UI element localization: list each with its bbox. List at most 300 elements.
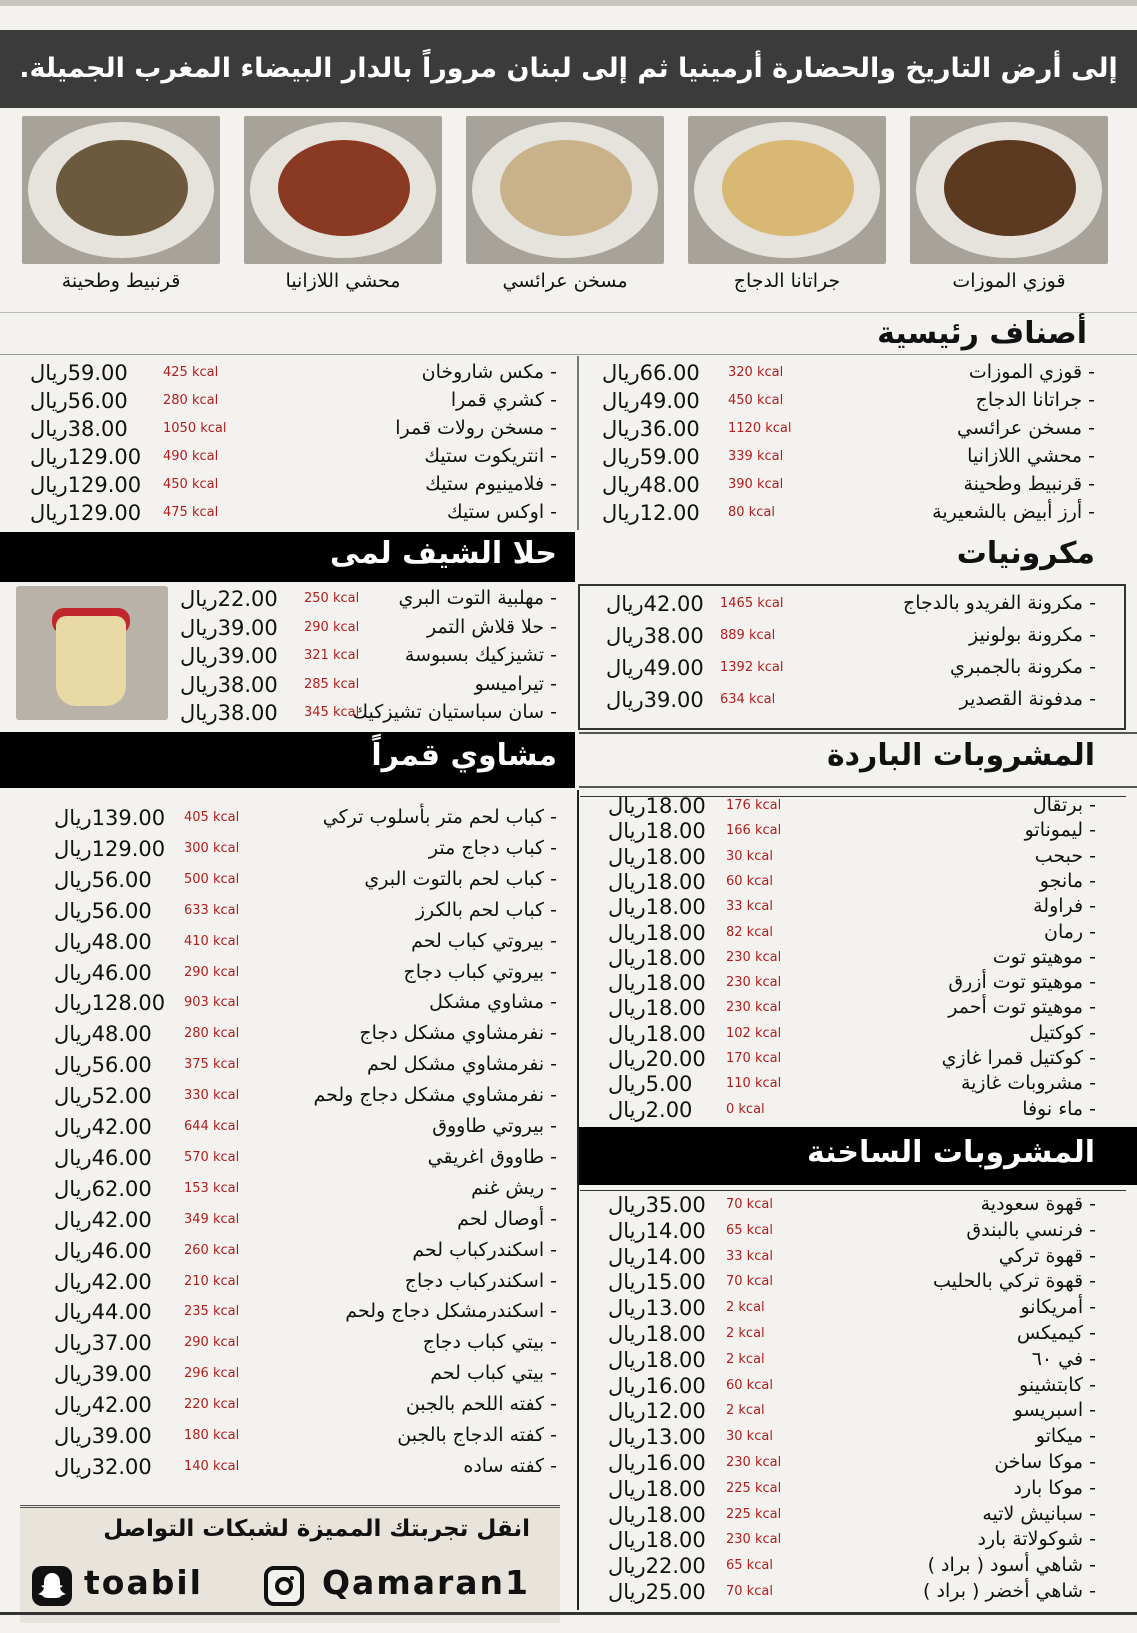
menu-item-price — [54, 1331, 152, 1355]
menu-item-kcal: 220 kcal — [184, 1397, 240, 1413]
menu-item-kcal: 903 kcal — [184, 995, 240, 1011]
currency-label: ريال — [608, 1554, 646, 1579]
menu-item — [606, 1072, 1096, 1098]
currency-label: ريال — [602, 417, 640, 441]
price-value: 129.00 — [67, 473, 142, 497]
price-value: 16.00 — [645, 1373, 706, 1398]
currency-label: ريال — [606, 656, 644, 680]
menu-item-kcal: 889 kcal — [720, 628, 776, 643]
menu-item-name: - محشي اللازانيا — [967, 445, 1095, 467]
menu-item-kcal: 450 kcal — [728, 393, 784, 408]
currency-label: ريال — [608, 1047, 646, 1071]
price-value: 129.00 — [67, 501, 142, 525]
currency-label: ريال — [608, 1451, 646, 1475]
menu-banner: إلى أرض التاريخ والحضارة أرمينيا ثم إلى لبنان مروراً بالدار البيضاء المغرب الجميلة. — [0, 30, 1137, 108]
menu-item-kcal: 65 kcal — [726, 1222, 773, 1238]
menu-item — [606, 870, 1096, 896]
menu-item-name: - سبانيش لاتيه — [982, 1502, 1096, 1525]
menu-item-kcal: 140 kcal — [184, 1458, 240, 1474]
price-value: 38.00 — [643, 624, 704, 648]
food — [500, 140, 632, 236]
price-value: 42.00 — [643, 592, 704, 616]
menu-item-price — [606, 592, 704, 616]
menu-item-price — [54, 961, 152, 985]
menu-item-name: - فراولة — [1033, 895, 1096, 918]
menu-item — [604, 624, 1096, 650]
menu-item-name: - اوكس ستيك — [446, 501, 557, 523]
menu-item-price — [608, 1193, 706, 1217]
menu-item-price — [602, 501, 700, 525]
menu-item-name: - كباب دجاج متر — [428, 836, 557, 859]
menu-item-price — [54, 1270, 152, 1294]
menu-item — [600, 389, 1095, 415]
column-separator — [577, 790, 579, 1610]
menu-item — [606, 1451, 1096, 1477]
menu-item-kcal: 33 kcal — [726, 899, 773, 915]
menu-item-price — [608, 1072, 692, 1096]
menu-item-name: - أمريكانو — [1020, 1296, 1096, 1319]
menu-item-name: - رمان — [1044, 920, 1096, 943]
dessert-cup — [56, 616, 126, 706]
menu-item-price — [54, 1022, 152, 1046]
menu-item-kcal: 235 kcal — [184, 1304, 240, 1320]
currency-label: ريال — [608, 1322, 646, 1346]
menu-item-name: - ريش غنم — [471, 1176, 557, 1199]
menu-item — [54, 899, 557, 925]
menu-item-kcal: 70 kcal — [726, 1584, 773, 1599]
menu-item-kcal: 250 kcal — [304, 591, 360, 606]
menu-item-name: - مكس شاروخان — [421, 361, 557, 383]
menu-item-kcal: 80 kcal — [728, 505, 775, 520]
currency-label: ريال — [54, 867, 92, 892]
menu-item — [180, 673, 557, 699]
menu-item — [606, 921, 1096, 947]
currency-label: ريال — [608, 1021, 646, 1046]
price-value: 56.00 — [91, 867, 152, 892]
price-value: 128.00 — [91, 991, 166, 1016]
currency-label: ريال — [54, 1053, 92, 1078]
section-title-dessert: حلا الشيف لمى — [329, 536, 557, 571]
menu-item — [30, 361, 557, 387]
menu-item-price — [54, 1084, 152, 1108]
menu-item-kcal: 375 kcal — [184, 1057, 240, 1073]
menu-item-name: - مسخن رولات قمرا — [395, 417, 557, 439]
price-value: 39.00 — [217, 644, 278, 668]
menu-item-price — [608, 1477, 706, 1501]
menu-item-price — [54, 899, 152, 923]
price-value: 49.00 — [643, 656, 704, 680]
menu-item-name: - مكرونة الفريدو بالدجاج — [902, 592, 1096, 614]
menu-item-price — [608, 1348, 706, 1372]
currency-label: ريال — [608, 869, 646, 894]
menu-item-name: - مانجو — [1039, 869, 1096, 892]
price-value: 18.00 — [645, 895, 706, 920]
price-value: 48.00 — [639, 473, 700, 497]
dish-photo — [22, 116, 220, 264]
menu-item-kcal: 230 kcal — [726, 1455, 782, 1470]
menu-item-kcal: 345 kcal — [304, 705, 360, 720]
menu-item-name: - موكا ساخن — [994, 1451, 1096, 1473]
currency-label: ريال — [180, 644, 218, 668]
currency-label: ريال — [608, 895, 646, 920]
menu-item-name: - موهيتو توت أحمر — [948, 996, 1096, 1019]
price-value: 129.00 — [91, 836, 166, 861]
menu-item-name: - قهوة تركي — [998, 1244, 1096, 1267]
menu-item-kcal: 65 kcal — [726, 1558, 773, 1574]
menu-item-kcal: 1120 kcal — [728, 421, 792, 436]
price-value: 38.00 — [217, 672, 278, 697]
price-value: 39.00 — [217, 615, 278, 640]
currency-label: ريال — [606, 592, 644, 616]
price-value: 56.00 — [91, 1053, 152, 1078]
menu-item-name: - ميكاتو — [1035, 1425, 1096, 1448]
dish-photo — [688, 116, 886, 264]
price-value: 18.00 — [645, 1021, 706, 1046]
menu-item-kcal: 102 kcal — [726, 1025, 782, 1041]
menu-item-price — [608, 895, 706, 919]
menu-item-price — [608, 1374, 706, 1398]
menu-item — [606, 1322, 1096, 1348]
menu-item-name: - بيتي كباب دجاج — [422, 1331, 557, 1354]
menu-item — [606, 1296, 1096, 1322]
price-value: 18.00 — [645, 1502, 706, 1527]
menu-item-kcal: 230 kcal — [726, 949, 782, 965]
menu-item — [54, 991, 557, 1017]
menu-item-price — [608, 819, 706, 843]
menu-item-price — [30, 361, 128, 385]
social-panel — [20, 1505, 560, 1623]
menu-item-price — [54, 991, 165, 1015]
menu-item-name: - كشري قمرا — [450, 389, 557, 411]
price-value: 129.00 — [67, 445, 142, 469]
price-value: 66.00 — [639, 361, 700, 385]
section-title-hot: المشروبات الساخنة — [806, 1135, 1095, 1170]
price-value: 49.00 — [639, 389, 700, 413]
menu-item — [606, 1580, 1096, 1606]
price-value: 36.00 — [639, 417, 700, 441]
menu-item — [180, 587, 557, 613]
menu-item-kcal: 290 kcal — [184, 964, 240, 980]
divider — [580, 1190, 1126, 1191]
menu-item-name: - تيراميسو — [474, 672, 557, 695]
menu-item — [180, 616, 557, 642]
menu-item — [54, 806, 557, 832]
price-value: 25.00 — [645, 1580, 706, 1604]
price-value: 39.00 — [91, 1424, 152, 1448]
menu-item — [54, 837, 557, 863]
menu-item — [606, 845, 1096, 871]
menu-item-kcal: 230 kcal — [726, 1532, 782, 1548]
menu-item-price — [54, 1455, 152, 1479]
dessert-photo — [16, 586, 168, 720]
currency-label: ريال — [608, 1072, 646, 1097]
currency-label: ريال — [180, 587, 218, 611]
menu-item-kcal: 2 kcal — [726, 1351, 765, 1367]
menu-item-kcal: 70 kcal — [726, 1197, 773, 1212]
currency-label: ريال — [54, 1393, 92, 1418]
price-value: 139.00 — [91, 806, 166, 830]
menu-item-name: - نفرمشاوي مشكل دجاج ولحم — [313, 1084, 557, 1107]
menu-item — [606, 819, 1096, 845]
price-value: 18.00 — [645, 920, 706, 945]
menu-item-kcal: 300 kcal — [184, 840, 240, 856]
menu-item-name: - مسخن عرائسي — [957, 417, 1095, 439]
menu-item-price — [54, 1300, 152, 1324]
price-value: 37.00 — [91, 1331, 152, 1356]
menu-item — [54, 1331, 557, 1357]
price-value: 42.00 — [91, 1115, 152, 1139]
menu-item-name: - حلا قلاش التمر — [427, 615, 557, 638]
menu-item — [30, 389, 557, 415]
currency-label: ريال — [54, 1269, 92, 1294]
currency-label: ريال — [608, 1244, 646, 1269]
menu-item-price — [180, 673, 278, 697]
currency-label: ريال — [180, 615, 218, 640]
menu-item-name: - موهيتو توت أزرق — [948, 971, 1096, 994]
currency-label: ريال — [30, 389, 68, 413]
menu-item-price — [30, 389, 128, 413]
food — [944, 140, 1076, 236]
menu-item-kcal: 2 kcal — [726, 1300, 765, 1316]
menu-item-name: - فلامينيوم ستيك — [425, 473, 557, 495]
instagram-icon — [264, 1566, 304, 1606]
menu-item-price — [54, 1239, 152, 1263]
menu-item-kcal: 280 kcal — [184, 1026, 240, 1042]
menu-item-kcal: 153 kcal — [184, 1180, 240, 1196]
price-value: 35.00 — [645, 1193, 706, 1217]
menu-item-kcal: 296 kcal — [184, 1366, 240, 1382]
menu-item-kcal: 570 kcal — [184, 1149, 240, 1165]
menu-item-kcal: 1050 kcal — [163, 421, 227, 436]
food — [722, 140, 854, 236]
currency-label: ريال — [54, 1300, 92, 1325]
price-value: 46.00 — [91, 960, 152, 985]
menu-item-name: - مشاوي مشكل — [429, 991, 557, 1014]
menu-item — [54, 1239, 557, 1265]
menu-item-name: - سان سباستيان تشيزكيك — [352, 701, 557, 723]
menu-item-price — [608, 1451, 706, 1475]
menu-item — [54, 1146, 557, 1172]
menu-item-kcal: 110 kcal — [726, 1076, 782, 1092]
currency-label: ريال — [180, 701, 218, 725]
currency-label: ريال — [54, 1454, 92, 1479]
menu-item — [30, 473, 557, 499]
menu-item-kcal: 2 kcal — [726, 1326, 765, 1341]
dish-photo — [910, 116, 1108, 264]
menu-item-name: - موهيتو توت — [992, 945, 1096, 968]
menu-item-kcal: 70 kcal — [726, 1274, 773, 1290]
price-value: 18.00 — [645, 844, 706, 869]
menu-item-price — [30, 501, 141, 525]
menu-item-kcal: 1392 kcal — [720, 660, 784, 675]
divider — [0, 354, 1137, 355]
menu-item-kcal: 290 kcal — [304, 619, 360, 635]
menu-item-kcal: 425 kcal — [163, 365, 219, 380]
currency-label: ريال — [54, 806, 92, 830]
currency-label: ريال — [54, 1022, 92, 1047]
price-value: 15.00 — [645, 1270, 706, 1295]
instagram-handle[interactable]: Qamaran1 — [322, 1563, 530, 1602]
menu-item-price — [608, 921, 706, 945]
currency-label: ريال — [606, 688, 644, 712]
menu-item-price — [54, 1208, 152, 1232]
currency-label: ريال — [608, 819, 646, 844]
menu-item — [54, 1300, 557, 1326]
menu-item-name: - كيميكس — [1016, 1322, 1096, 1344]
menu-item-name: - شاهي أسود ( براد ) — [927, 1554, 1096, 1577]
currency-label: ريال — [608, 945, 646, 970]
currency-label: ريال — [54, 1207, 92, 1232]
menu-item-price — [180, 644, 278, 668]
price-value: 42.00 — [91, 1269, 152, 1294]
menu-item — [606, 996, 1096, 1022]
menu-item — [180, 701, 557, 727]
currency-label: ريال — [608, 1476, 646, 1501]
menu-item-name: - اسكندركباب دجاج — [404, 1269, 557, 1292]
menu-item — [606, 895, 1096, 921]
menu-item-kcal: 60 kcal — [726, 873, 773, 889]
currency-label: ريال — [54, 1424, 92, 1448]
price-value: 48.00 — [91, 1022, 152, 1047]
menu-item — [600, 473, 1095, 499]
menu-item-name: - انتريكوت ستيك — [424, 445, 557, 467]
menu-item — [54, 1022, 557, 1048]
currency-label: ريال — [608, 1425, 646, 1450]
menu-item-kcal: 180 kcal — [184, 1428, 240, 1443]
menu-item-name: - أوصال لحم — [457, 1207, 557, 1230]
price-value: 12.00 — [639, 501, 700, 525]
dish-caption: جراتانا الدجاج — [733, 270, 841, 292]
menu-item-kcal: 290 kcal — [184, 1335, 240, 1351]
menu-item — [606, 1348, 1096, 1374]
menu-item-kcal: 0 kcal — [726, 1101, 765, 1117]
currency-label: ريال — [608, 920, 646, 945]
menu-item-kcal: 1465 kcal — [720, 596, 784, 611]
snapchat-handle[interactable]: toabil — [84, 1563, 203, 1602]
menu-item-price — [608, 1245, 706, 1269]
menu-item-kcal: 475 kcal — [163, 505, 219, 520]
menu-item-name: - كوكتيل — [1029, 1021, 1096, 1044]
menu-item-name: - مهلبية التوت البري — [398, 587, 557, 609]
menu-item-name: - كفته اللحم بالجبن — [405, 1393, 557, 1416]
price-value: 32.00 — [91, 1454, 152, 1479]
currency-label: ريال — [608, 794, 646, 818]
price-value: 56.00 — [67, 389, 128, 413]
menu-item-price — [602, 445, 700, 469]
menu-item — [54, 961, 557, 987]
menu-item-kcal: 634 kcal — [720, 692, 776, 707]
price-value: 38.00 — [67, 417, 128, 441]
currency-label: ريال — [54, 960, 92, 985]
currency-label: ريال — [602, 501, 640, 525]
menu-item-price — [608, 1554, 706, 1578]
menu-item-price — [54, 868, 152, 892]
price-value: 18.00 — [645, 794, 706, 818]
menu-item-kcal: 230 kcal — [726, 975, 782, 991]
menu-item-price — [606, 688, 704, 712]
menu-item — [180, 644, 557, 670]
currency-label: ريال — [180, 672, 218, 697]
section-title-pasta: مكرونيات — [956, 536, 1095, 571]
menu-item-name: - ماء نوفا — [1022, 1097, 1096, 1120]
section-title-grill: مشاوي قمراً — [371, 738, 557, 773]
menu-item — [600, 445, 1095, 471]
dish-caption: مسخن عرائسي — [502, 270, 628, 292]
food — [56, 140, 188, 236]
menu-item-kcal: 166 kcal — [726, 823, 782, 839]
price-value: 16.00 — [645, 1451, 706, 1475]
menu-item — [54, 1362, 557, 1388]
menu-item — [54, 1208, 557, 1234]
menu-item-price — [180, 587, 278, 611]
menu-item-name: - بيروتي كباب لحم — [411, 929, 557, 952]
menu-item-name: - نفرمشاوي مشكل لحم — [366, 1053, 557, 1076]
currency-label: ريال — [602, 445, 640, 469]
price-value: 62.00 — [91, 1176, 152, 1201]
dish-photo — [466, 116, 664, 264]
menu-item-price — [602, 473, 700, 497]
price-value: 18.00 — [645, 971, 706, 996]
menu-item — [54, 1115, 557, 1141]
menu-item — [600, 501, 1095, 527]
price-value: 22.00 — [217, 587, 278, 611]
menu-item — [606, 1022, 1096, 1048]
currency-label: ريال — [54, 1238, 92, 1263]
currency-label: ريال — [30, 445, 68, 469]
menu-item-price — [608, 1296, 706, 1320]
price-value: 14.00 — [645, 1218, 706, 1243]
menu-item-price — [54, 930, 152, 954]
currency-label: ريال — [602, 361, 640, 385]
dish-caption: قرنبيط وطحينة — [61, 270, 181, 292]
currency-label: ريال — [54, 836, 92, 861]
social-tagline: انقل تجربتك المميزة لشبكات التواصل — [103, 1516, 530, 1542]
price-value: 39.00 — [91, 1362, 152, 1387]
menu-item — [54, 930, 557, 956]
menu-item-price — [54, 837, 165, 861]
menu-item-kcal: 450 kcal — [163, 477, 219, 492]
menu-item-name: - قرنبيط وطحينة — [963, 473, 1095, 495]
menu-item — [30, 501, 557, 527]
menu-item-kcal: 60 kcal — [726, 1377, 773, 1393]
menu-item — [606, 1477, 1096, 1503]
currency-label: ريال — [54, 898, 92, 923]
menu-item — [606, 946, 1096, 972]
menu-item-kcal: 633 kcal — [184, 902, 240, 918]
menu-item-name: - جراتانا الدجاج — [975, 389, 1095, 411]
menu-item — [606, 1193, 1096, 1219]
menu-item-price — [608, 1047, 706, 1071]
menu-item — [604, 592, 1096, 618]
currency-label: ريال — [54, 1115, 92, 1139]
menu-item-price — [54, 1424, 152, 1448]
menu-item-name: - بيروتي كباب دجاج — [403, 960, 557, 983]
menu-item-price — [608, 1425, 706, 1449]
price-value: 38.00 — [217, 701, 278, 725]
column-separator — [577, 356, 579, 530]
menu-item-price — [54, 1362, 152, 1386]
price-value: 18.00 — [645, 819, 706, 844]
price-value: 44.00 — [91, 1300, 152, 1325]
currency-label: ريال — [54, 991, 92, 1016]
menu-item-kcal: 339 kcal — [728, 449, 784, 464]
menu-item-name: - اسكندركباب لحم — [412, 1238, 557, 1261]
price-value: 5.00 — [645, 1072, 693, 1097]
currency-label: ريال — [54, 1362, 92, 1387]
currency-label: ريال — [606, 624, 644, 648]
menu-item — [606, 1528, 1096, 1554]
menu-item-name: - اسبريسو — [1013, 1399, 1096, 1422]
